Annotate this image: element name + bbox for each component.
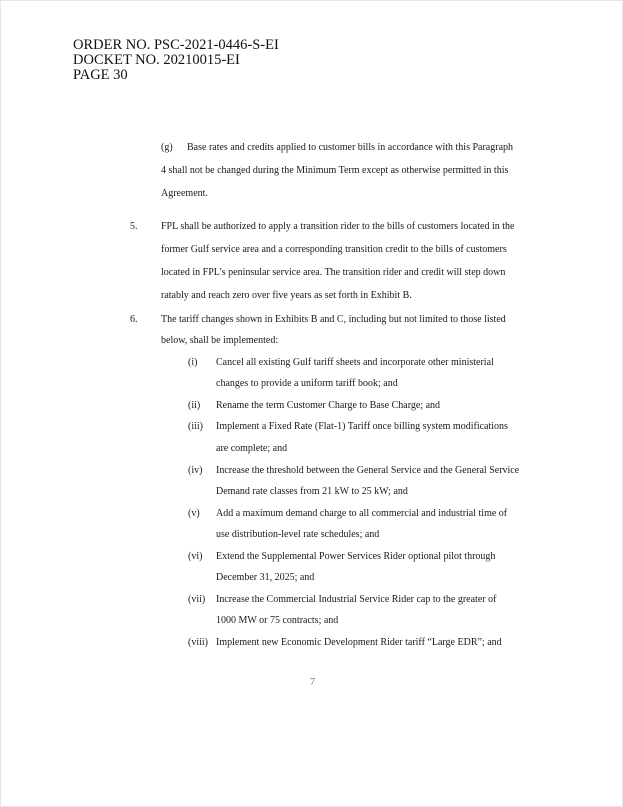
- item-line: Cancel all existing Gulf tariff sheets and incorporate other ministerial: [216, 357, 494, 368]
- item-line: Extend the Supplemental Power Services Rider optional pilot through: [216, 551, 496, 562]
- item-line: Implement a Fixed Rate (Flat-1) Tariff once billing system modifications: [216, 421, 508, 432]
- item-line: Increase the Commercial Industrial Service Rider cap to the greater of: [216, 594, 497, 605]
- item-line: Demand rate classes from 21 kW to 25 kW; and: [216, 486, 408, 497]
- item-line: Rename the term Customer Charge to Base Charge; and: [216, 400, 441, 411]
- item-line: Add a maximum demand charge to all commercial and industrial time of: [216, 508, 508, 519]
- item-line: Increase the threshold between the General Service and the General Service: [216, 465, 520, 476]
- item-label: (iv): [188, 465, 203, 476]
- document-header: [73, 38, 279, 83]
- item-label: (v): [188, 508, 200, 519]
- item-line: 1000 MW or 75 contracts; and: [216, 615, 339, 626]
- item-label: (ii): [188, 400, 201, 411]
- para-5-line: ratably and reach zero over five years as set forth in Exhibit B.: [161, 290, 412, 301]
- para-g-line: Base rates and credits applied to customer bills in accordance with this Paragraph: [187, 142, 514, 153]
- item-label: (viii): [188, 637, 208, 648]
- para-g-line: 4 shall not be changed during the Minimum Term except as otherwise permitted in this: [161, 165, 509, 176]
- item-line: Implement new Economic Development Rider tariff “Large EDR”; and: [216, 637, 502, 648]
- docket-number: DOCKET NO. 20210015-EI: [73, 52, 240, 68]
- item-line: use distribution-level rate schedules; and: [216, 529, 380, 540]
- item-line: December 31, 2025; and: [216, 572, 315, 583]
- para-g-label: (g): [161, 142, 173, 153]
- item-label: (iii): [188, 421, 203, 432]
- para-6-line: The tariff changes shown in Exhibits B and C, including but not limited to those listed: [161, 314, 506, 325]
- item-line: are complete; and: [216, 443, 288, 454]
- para-g-line: Agreement.: [161, 188, 208, 199]
- para-5-line: located in FPL’s peninsular service area. The transition rider and credit will step down: [161, 267, 506, 278]
- item-label: (vi): [188, 551, 203, 562]
- para-5-line: former Gulf service area and a corresponding transition credit to the bills of customers: [161, 244, 507, 255]
- page-number: 7: [310, 677, 315, 688]
- item-label: (vii): [188, 594, 206, 605]
- para-6-line: below, shall be implemented:: [161, 335, 279, 346]
- para-5-line: FPL shall be authorized to apply a transition rider to the bills of customers located in the: [161, 221, 515, 232]
- para-5-label: 5.: [130, 221, 138, 232]
- item-line: changes to provide a uniform tariff book; and: [216, 378, 398, 389]
- page-label: PAGE 30: [73, 67, 128, 83]
- item-label: (i): [188, 357, 198, 368]
- para-6-label: 6.: [130, 314, 138, 325]
- order-number: ORDER NO. PSC-2021-0446-S-EI: [73, 37, 279, 53]
